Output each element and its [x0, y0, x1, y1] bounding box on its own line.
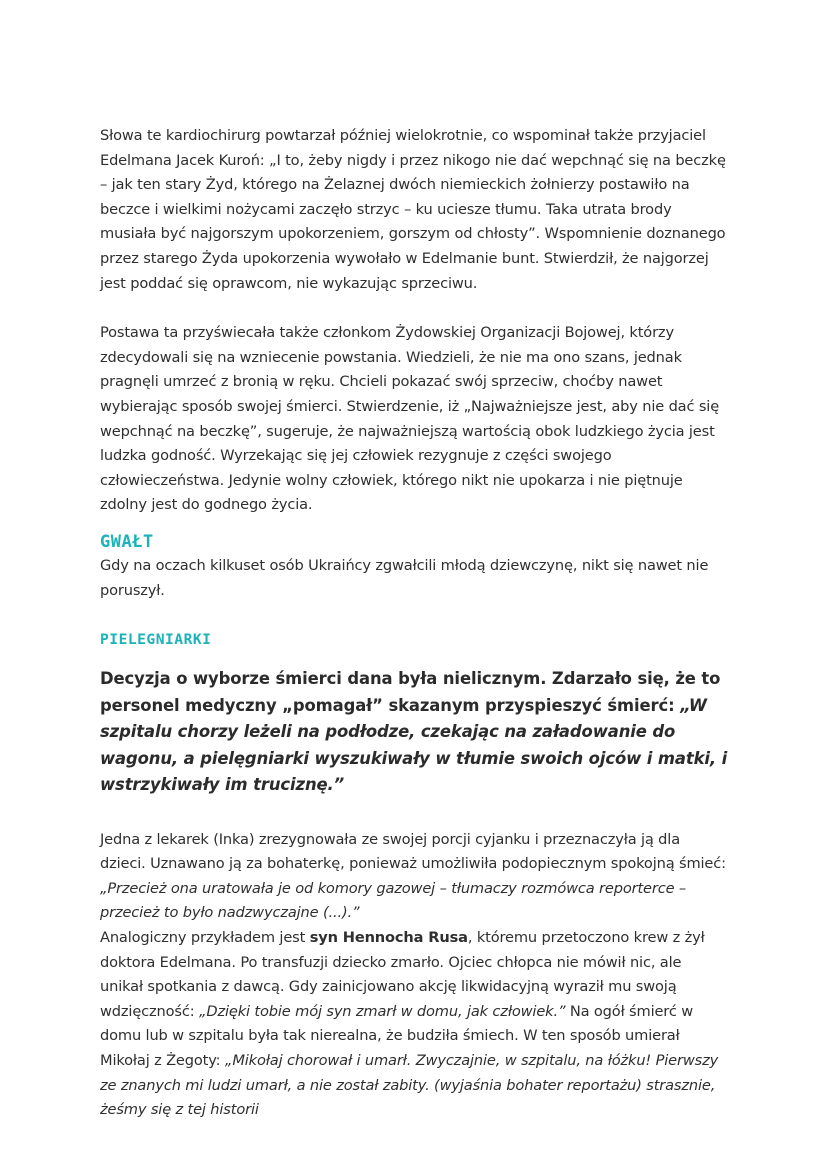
- rus-text-1: Analogiczny przykładem jest: [100, 928, 310, 946]
- document-body: [100, 124, 728, 1123]
- lead-text: Decyzja o wyborze śmierci dana była nielicznym. Zdarzało się, że to personel medyczny „pomagał” skazanym przyspieszyć śmierć:: [100, 669, 721, 715]
- inka-text: Jedna z lekarek (Inka) zrezygnowała ze swojej porcji cyjanku i przeznaczyła ją dla dzieci. Uznawano ją za bohaterkę, ponieważ umożliwiła podopiecznym spokojną śmieć:: [100, 830, 726, 873]
- paragraph-inka: [100, 828, 728, 926]
- paragraph-gwalt: Gdy na oczach kilkuset osób Ukraińcy zgwałcili młodą dziewczynę, nikt się nawet nie poruszył.: [100, 556, 709, 599]
- lead-paragraph: [100, 666, 728, 799]
- lead-quote: „W szpitalu chorzy leżeli na podłodze, czekając na załadowanie do wagonu, a pielęgniarki wyszukiwały w tłumie swoich ojców i matki, i wstrzykiwały im truciznę.”: [100, 695, 728, 795]
- heading-gwalt: GWAŁT: [100, 531, 154, 552]
- rus-text-3: Na ogół śmierć w domu lub w szpitalu była tak nierealna, że budziła śmiech. W ten sposób umierał Mikołaj z Żegoty:: [100, 1002, 693, 1069]
- heading-pielegniarki: PIELEGNIARKI: [100, 631, 212, 649]
- paragraph-zob: Postawa ta przyświecała także członkom Żydowskiej Organizacji Bojowej, którzy zdecydowali się na wzniecenie powstania. Wiedzieli, że nie ma ono szans, jednak pragnęli umrzeć z bronią w ręku. Chcieli pokazać swój sprzeciw, choćby nawet wybierając sposób swojej śmierci. Stwierdzenie, iż „Najważniejsze jest, aby nie dać się wepchnąć na beczkę”, sugeruje, że najważniejszą wartością obok ludzkiego życia jest ludzka godność. Wyrzekając się jej człowiek rezygnuje z części swojego człowieczeństwa. Jedynie wolny człowiek, którego nikt nie upokarza i nie piętnuje zdolny jest do godnego życia.: [100, 324, 720, 514]
- rus-quote-2: „Mikołaj chorował i umarł. Zwyczajnie, w szpitalu, na łóżku! Pierwszy ze znanych mi ludzi umarł, a nie został zabity. (wyjaśnia bohater reportażu) strasznie, żeśmy się z tej historii: [100, 1051, 719, 1119]
- paragraph-rus: [100, 926, 728, 1123]
- rus-bold-name: syn Hennocha Rusa: [309, 928, 468, 946]
- inka-quote: „Przecież ona uratowała je od komory gazowej – tłumaczy rozmówca reporterce – przecież to było nadzwyczajne (...).”: [100, 879, 687, 922]
- paragraph-kuron: Słowa te kardiochirurg powtarzał później wielokrotnie, co wspominał także przyjaciel Edelmana Jacek Kuroń: „I to, żeby nigdy i przez nikogo nie dać wepchnąć się na beczkę – jak ten stary Żyd, którego na Żelaznej dwóch niemieckich żołnierzy postawiło na beczce i wielkimi nożycami zaczęło strzyc – ku uciesze tłumu. Taka utrata brody musiała być najgorszym upokorzeniem, gorszym od chłosty”. Wspomnienie doznanego przez starego Żyda upokorzenia wywołało w Edelmanie bunt. Stwierdził, że najgorzej jest poddać się oprawcom, nie wykazując sprzeciwu.: [100, 127, 726, 292]
- rus-text-2: , któremu przetoczono krew z żył doktora Edelmana. Po transfuzji dziecko zmarło. Ojciec chłopca nie mówił nic, ale unikał spotkania z dawcą. Gdy zainicjowano akcję likwidacyjną wyraził mu swoją wdzięczność:: [100, 928, 705, 1020]
- rus-quote-1: „Dzięki tobie mój syn zmarł w domu, jak człowiek.”: [199, 1002, 566, 1020]
